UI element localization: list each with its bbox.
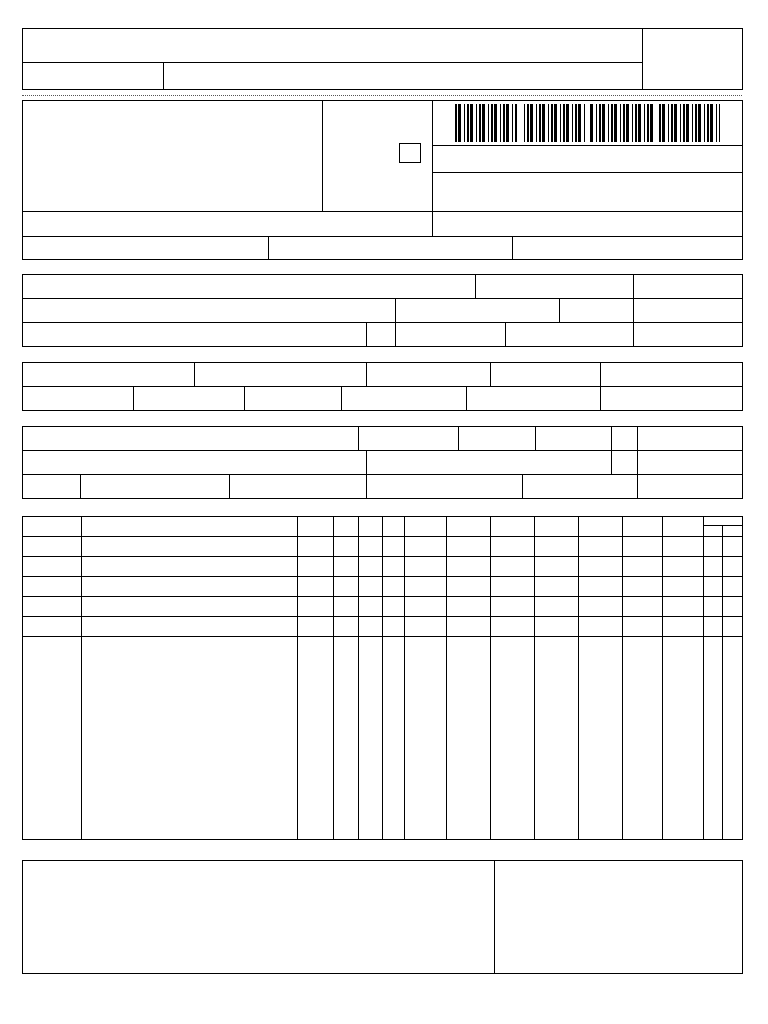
tax-div-4 — [600, 362, 601, 411]
items-col-line — [662, 516, 663, 840]
recipient-div-a — [475, 274, 476, 298]
additional-info-divider — [494, 860, 495, 974]
transport-line-2 — [22, 474, 743, 475]
items-row-line — [22, 596, 743, 597]
transport-section — [22, 426, 743, 499]
items-col-line — [81, 516, 82, 840]
recipient-div-b — [633, 274, 634, 347]
tax-div-3 — [490, 362, 491, 386]
items-col-line — [490, 516, 491, 840]
items-row-line — [22, 576, 743, 577]
items-row-line — [22, 616, 743, 617]
recipient-section — [22, 274, 743, 347]
transport-div-1 — [358, 426, 359, 450]
tax-div-6 — [244, 386, 245, 411]
transport-div-3 — [535, 426, 536, 450]
items-col-line — [297, 516, 298, 840]
access-key-line-2 — [432, 172, 743, 173]
transport-div-7 — [80, 474, 81, 499]
additional-info-section — [22, 860, 743, 974]
items-row-line — [22, 536, 743, 537]
emitter-row-line-2 — [22, 236, 743, 237]
items-col-line — [446, 516, 447, 840]
items-col-line — [622, 516, 623, 840]
transport-div-2 — [458, 426, 459, 450]
emitter-divider-2 — [432, 100, 433, 236]
transport-line-1 — [22, 450, 743, 451]
items-row-line — [22, 556, 743, 557]
items-col-line — [358, 516, 359, 840]
transport-div-9 — [522, 474, 523, 499]
recipient-line-1 — [22, 298, 743, 299]
tax-line — [22, 386, 743, 387]
barcode-icon — [452, 104, 720, 142]
items-col-line — [404, 516, 405, 840]
items-col-line — [722, 525, 723, 840]
tax-div-7 — [341, 386, 342, 411]
emitter-divider-1 — [322, 100, 323, 211]
items-col-line — [703, 516, 704, 840]
transport-div-8 — [229, 474, 230, 499]
header-subdivider — [163, 62, 164, 90]
items-col-line — [333, 516, 334, 840]
recipient-div-d — [559, 298, 560, 322]
header-divider — [642, 28, 643, 90]
tax-div-8 — [466, 386, 467, 411]
items-col-line — [578, 516, 579, 840]
recipient-div-e — [366, 322, 367, 347]
emitter-row-line-1 — [22, 211, 743, 212]
recipient-line-2 — [22, 322, 743, 323]
recipient-div-c — [395, 298, 396, 347]
transport-div-6 — [366, 450, 367, 499]
items-row-line — [22, 636, 743, 637]
items-header-subline — [703, 525, 743, 526]
header-row-line — [22, 62, 643, 63]
cut-line — [22, 95, 742, 96]
transport-div-4 — [611, 426, 612, 474]
items-col-line — [382, 516, 383, 840]
emitter-row2-divider-2 — [512, 236, 513, 260]
header-box — [22, 28, 743, 90]
transport-div-5 — [637, 426, 638, 499]
access-key-line-1 — [432, 145, 743, 146]
tax-div-5 — [133, 386, 134, 411]
tax-div-1 — [194, 362, 195, 386]
recipient-div-f — [505, 322, 506, 347]
operation-type-checkbox[interactable] — [399, 143, 421, 163]
emitter-row2-divider-1 — [268, 236, 269, 260]
items-col-line — [534, 516, 535, 840]
tax-div-2 — [366, 362, 367, 386]
